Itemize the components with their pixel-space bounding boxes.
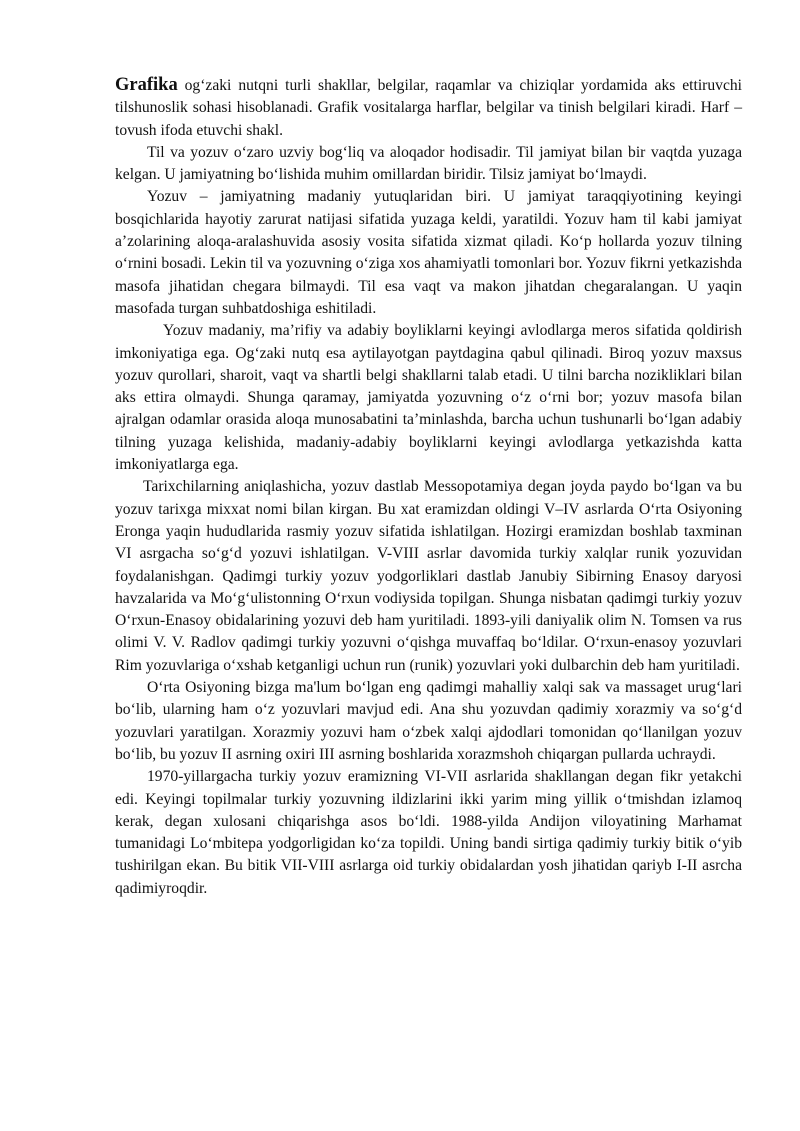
document-page (115, 74, 742, 900)
paragraph-yozuv-meros: Yozuv madaniy, ma’rifiy va adabiy boyliklarni keyingi avlodlarga meros sifatida qoldirish imkoniyatiga ega. Og‘zaki nutq esa aytilayotgan paytdagina qabul qilinadi. Biroq yozuv maxsus yozuv qurollari, sharoit, vaqt va shartli belgi shakllarni talab etadi. U tilni barcha nozikliklari bilan aks ettira olmaydi. Shunga qaramay, jamiyatda yozuvning o‘z o‘rni bor; yozuv masofa bilan ajralgan odamlar orasida aloqa munosabatini ta’minlashda, barcha uchun tushunarli bo‘lgan adabiy tilning yuzaga kelishida, madaniy-adabiy boyliklarni keyingi avlodlarga yetkazishda katta imkoniyatlarga ega. (115, 322, 742, 474)
paragraph-til-va-yozuv: Til va yozuv o‘zaro uzviy bog‘liq va aloqador hodisadir. Til jamiyat bilan bir vaqtda yuzaga kelgan. U jamiyatning bo‘lishida muhim omillardan biridir. Tilsiz jamiyat bo‘lmaydi. (115, 143, 742, 184)
paragraph-tarixchilar: Tarixchilarning aniqlashicha, yozuv dastlab Messopotamiya degan joyda paydo bo‘lgan va bu yozuv tarixga mixxat nomi bilan kirgan. Bu xat eramizdan oldingi V–IV asrlarda O‘rta Osiyoning Eronga yaqin hududlarida rasmiy yozuv sifatida ishlatilgan. Hozirgi eramizdan boshlab taxminan VI asrgacha so‘g‘d yozuvi ishlatilgan. V-VIII asrlar davomida turkiy xalqlar runik yozuvidan foydalanishgan. Qadimgi turkiy yozuv yodgorliklari dastlab Janubiy Sibirning Enasoy daryosi havzalarida va Mo‘g‘ulistonning O‘rxun vodiysida topilgan. Shunga nisbatan qadimgi turkiy yozuv O‘rxun-Enasoy obidalarining yozuvi deb ham yuritiladi. 1893-yili daniyalik olim N. Tomsen va rus olimi V. V. Radlov qadimgi turkiy yozuvni o‘qishga muvaffaq bo‘ldilar. O‘rxun-enasoy yozuvlari Rim yozuvlariga o‘xshab ketganligi uchun run (runik) yozuvlari yoki dulbarchin deb ham yuritiladi. (115, 478, 742, 674)
paragraph-1970-yillar: 1970-yillargacha turkiy yozuv eramizning VI-VII asrlarida shakllangan degan fikr yetakchi edi. Keyingi topilmalar turkiy yozuvning ildizlarini ikki yarim ming yillik o‘tmishdan izlamoq kerak, degan xulosani chiqarishga asos bo‘ldi. 1988-yilda Andijon viloyatining Marhamat tumanidagi Lo‘mbitepa yodgorligidan ko‘za topildi. Uning bandi sirtiga qadimiy turkiy bitik o‘yib tushirilgan ekan. Bu bitik VII-VIII asrlarga oid turkiy obidalardan yosh jihatidan qariyb I-II asrcha qadimiyroqdir. (115, 768, 742, 897)
intro-text: og‘zaki nutqni turli shakllar, belgilar, raqamlar va chiziqlar yordamida aks ettiruvchi tilshunoslik sohasi hisoblanadi. Grafik vositalarga harflar, belgilar va tinish belgilari kiradi. Harf – tovush ifoda etuvchi shakl. (115, 77, 742, 139)
paragraph-yozuv-madaniy-yutuq: Yozuv – jamiyatning madaniy yutuqlaridan biri. U jamiyat taraqqiyotining keyingi bosqichlarida hayotiy zarurat natijasi sifatida yuzaga keldi, yaratildi. Yozuv ham til kabi jamiyat a’zolarining aloqa-aralashuvida asosiy vosita sifatida xizmat qiladi. Ko‘p hollarda yozuv tilning o‘rnini bosadi. Lekin til va yozuvning o‘ziga xos ahamiyatli tomonlari bor. Yozuv fikrni yetkazishda masofa jihatidan chegara bilmaydi. Til esa vaqt va makon jihatdan chegaralangan. U yaqin masofada turgan suhbatdoshiga eshitiladi. (115, 188, 742, 317)
intro-paragraph (115, 74, 742, 142)
lead-term: Grafika (115, 75, 178, 95)
paragraph-orta-osiyo: O‘rta Osiyoning bizga ma'lum bo‘lgan eng qadimgi mahalliy xalqi sak va massaget urug‘lari bo‘lib, ularning ham o‘z yozuvlari mavjud edi. Ana shu yozuvdan qadimiy xorazmiy va so‘g‘d yozuvlari yaratilgan. Xorazmiy yozuvi ham o‘zbek xalqi ajdodlari tomonidan qo‘llanilgan yozuv bo‘lib, bu yozuv II asrning oxiri III asrning boshlarida xorazmshoh chiqargan pullarda uchraydi. (115, 679, 742, 763)
